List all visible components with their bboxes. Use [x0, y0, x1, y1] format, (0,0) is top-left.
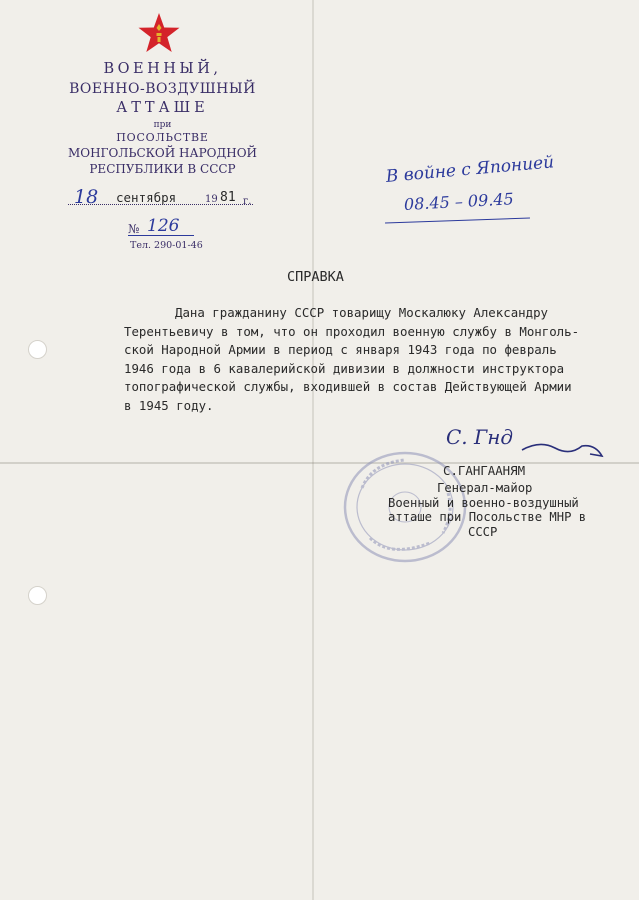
- letterhead-line-6: МОНГОЛЬСКОЙ НАРОДНОЙ: [67, 146, 258, 160]
- date-day: 18: [74, 186, 99, 208]
- date-year: 81: [220, 190, 236, 205]
- punch-hole-top: [28, 340, 47, 359]
- letterhead-line-2: ВОЕННО-ВОЗДУШНЫЙ: [69, 81, 256, 97]
- date-month: сентября: [116, 190, 177, 205]
- letterhead-line-5: ПОСОЛЬСТВЕ: [116, 131, 209, 144]
- body-line-5: топографической службы, входившей в состав Действующей Армии: [124, 379, 572, 394]
- signatory-title-line-4: СССР: [468, 524, 498, 539]
- document-body: [124, 304, 579, 415]
- letterhead-line-3: АТТАШЕ: [116, 100, 209, 116]
- body-line-1: Дана гражданину СССР товарищу Москалюку Александру: [175, 305, 548, 320]
- handwritten-note-line-1: В войне с Японией: [385, 152, 555, 187]
- punch-hole-bottom: [28, 586, 47, 605]
- phone-number: Тел. 290-01-46: [130, 240, 203, 251]
- letterhead-line-4: при: [153, 120, 172, 130]
- handwritten-note-underline: [385, 217, 530, 223]
- handwritten-note-line-2: 08.45 – 09.45: [403, 189, 515, 214]
- reference-number: 126: [147, 216, 180, 236]
- signatory-title-line-3: атташе при Посольстве МНР в: [388, 510, 587, 524]
- body-line-3: ской Народной Армии в период с января 1943 года по февраль: [124, 342, 557, 357]
- body-line-4: 1946 года в 6 кавалерийской дивизии в должности инструктора: [124, 360, 565, 376]
- signatory-title: [388, 481, 586, 539]
- document-title: СПРАВКА: [287, 269, 344, 285]
- date-year-prefix: 19: [205, 194, 218, 205]
- signatory-title-line-2: Военный и военно-воздушный: [388, 495, 579, 510]
- paper-fold-vertical: [312, 0, 314, 900]
- body-line-6: в 1945 году.: [124, 397, 214, 413]
- handwritten-signature: С. Гнд: [446, 425, 514, 449]
- signatory-name: С.ГАНГААНЯМ: [443, 463, 526, 478]
- red-star-icon: [137, 12, 181, 54]
- signature-flourish-icon: [520, 436, 605, 464]
- letterhead-line-7: РЕСПУБЛИКИ В СССР: [89, 162, 236, 176]
- body-line-2: Терентьевичу в том, что он проходил военную службу в Монголь-: [124, 323, 580, 339]
- date-suffix: г.: [243, 196, 252, 207]
- signatory-title-line-1: Генерал-майор: [437, 481, 533, 495]
- reference-number-label: №: [128, 222, 140, 236]
- reference-number-underline: [128, 235, 194, 236]
- letterhead-line-1: ВОЕННЫЙ,: [103, 61, 222, 77]
